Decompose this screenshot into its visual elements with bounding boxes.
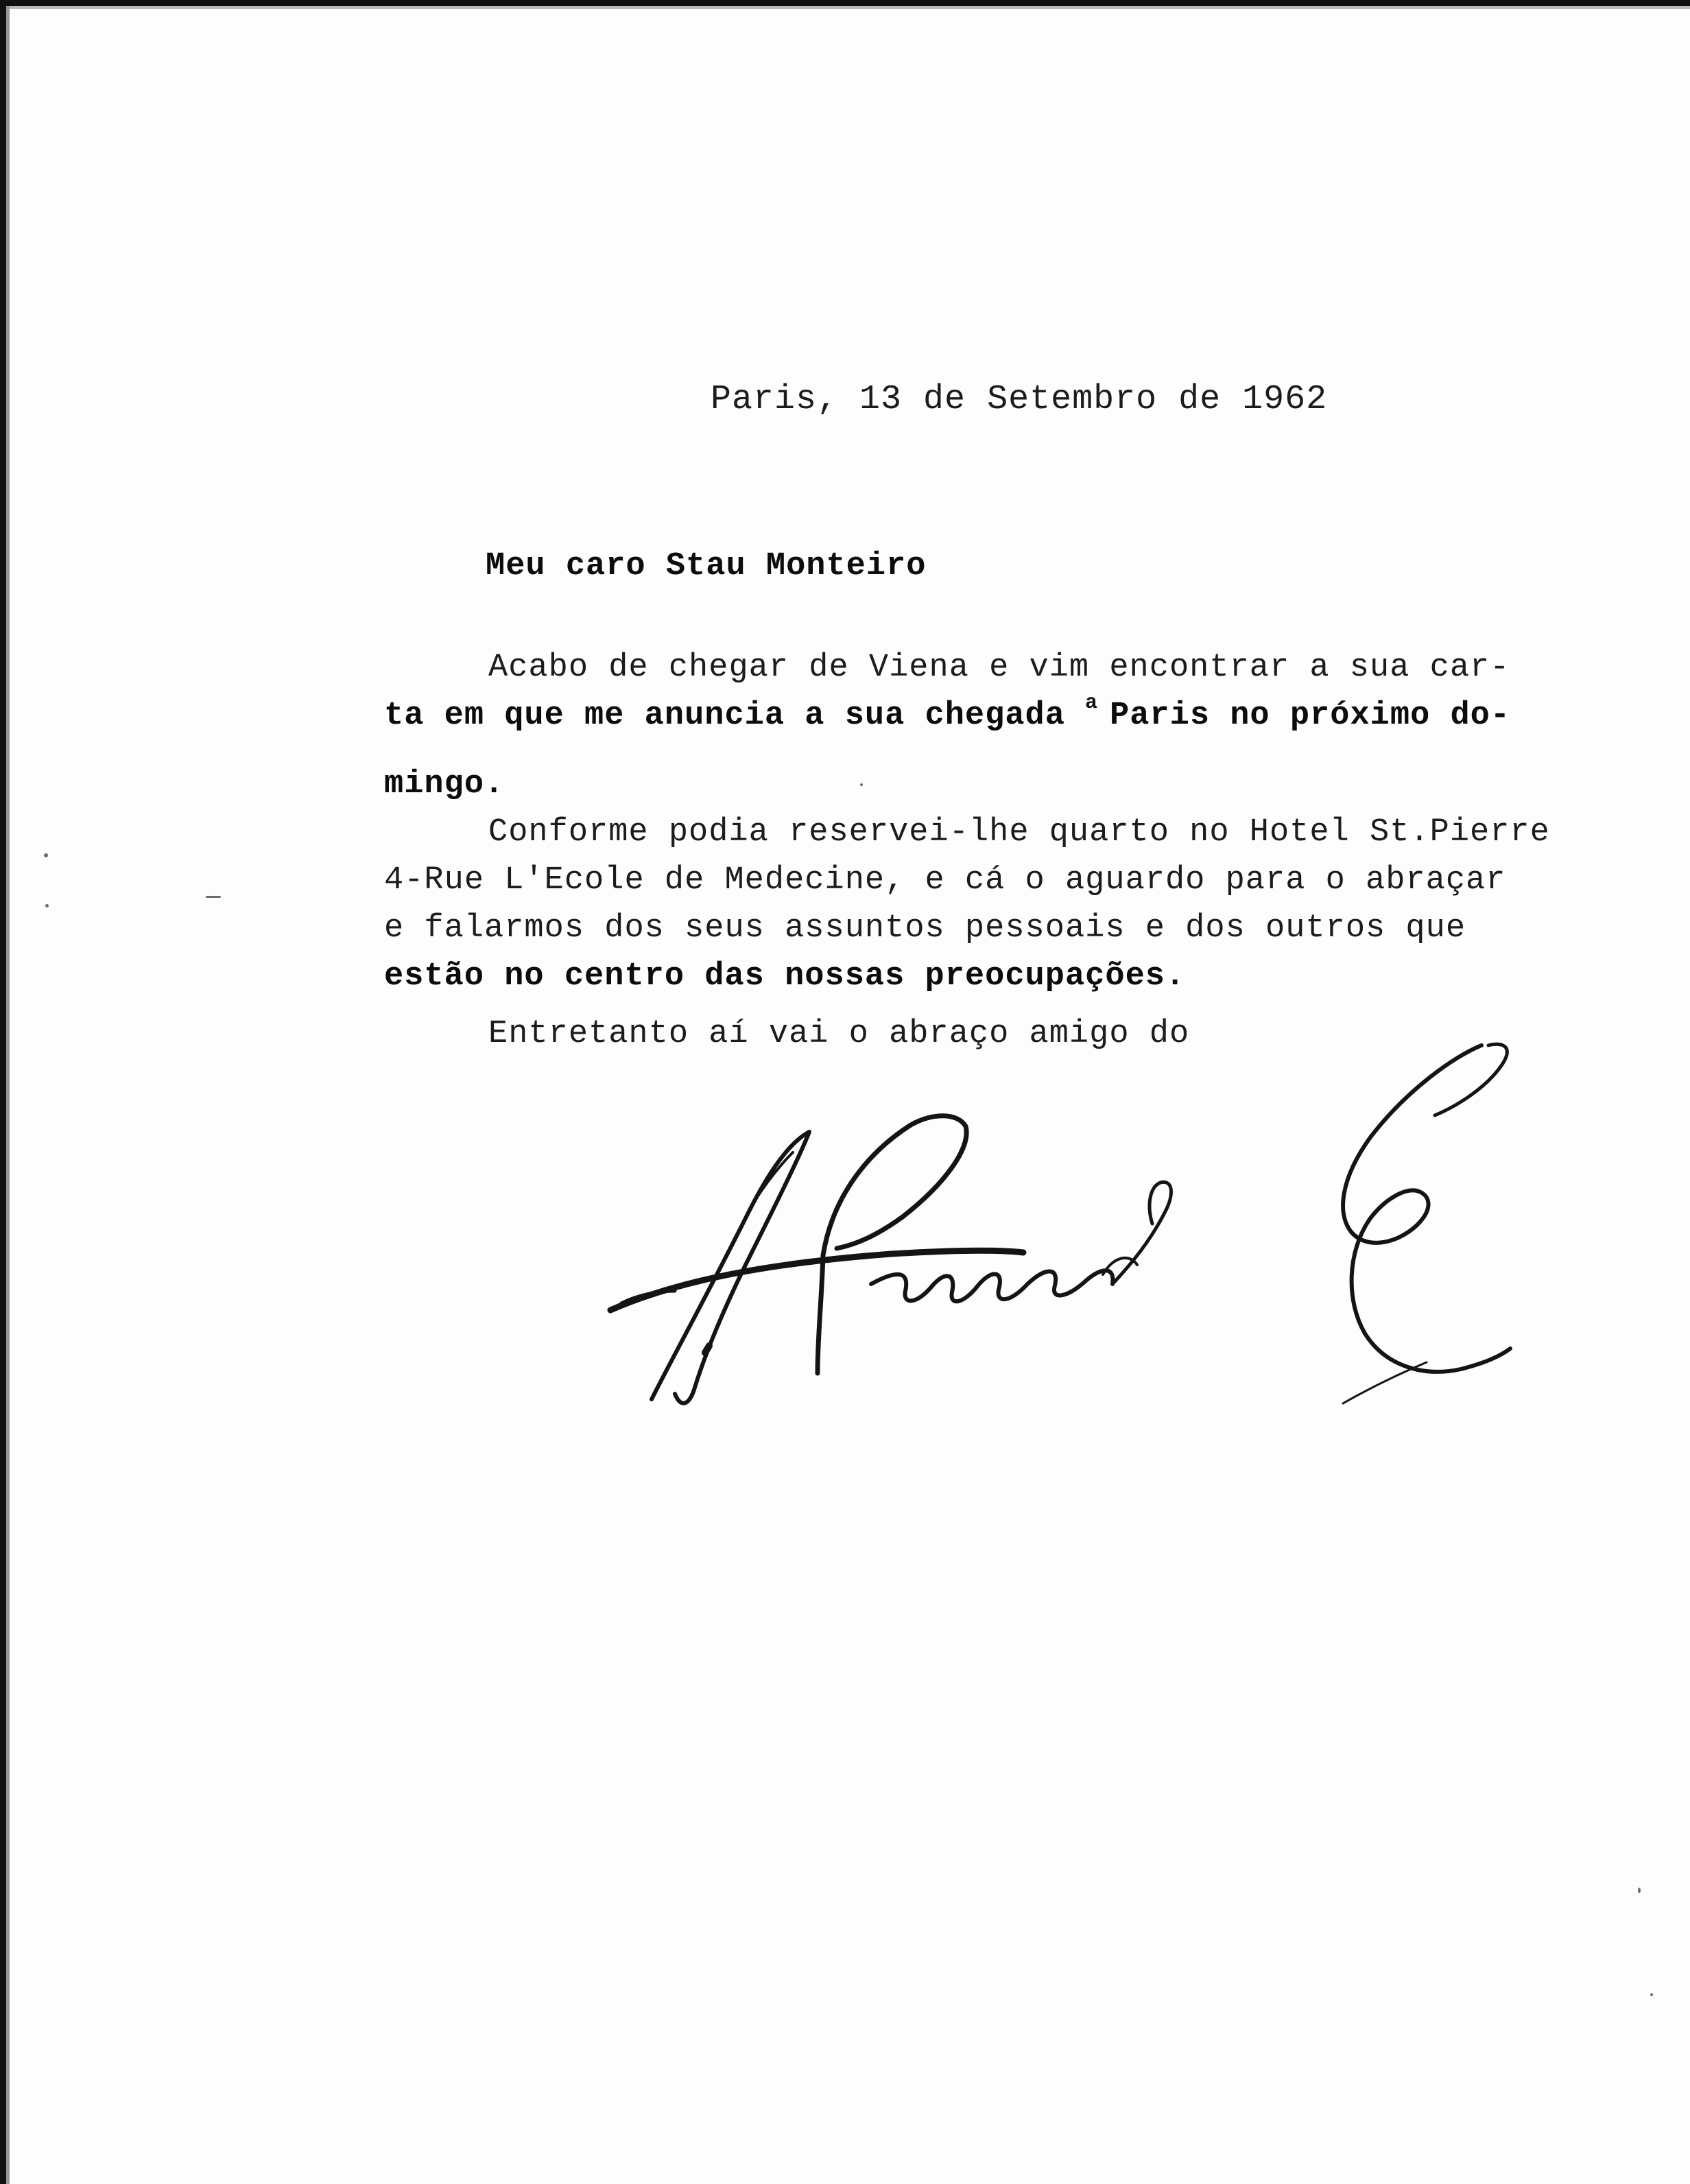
scan-speck [1650,1993,1653,1996]
scan-speck [206,896,221,898]
body-line-3: mingo. [384,766,505,803]
handwritten-signature [604,1036,1523,1420]
body-line-5: 4-Rue L'Ecole de Medecine, e cá o aguardo para o abraçar [384,862,1506,899]
body-line-7: estão no centro das nossas preocupações. [384,958,1186,995]
body-line-2-continued: Paris no próximo do- [1110,698,1511,734]
superscript-mark: a [1085,691,1098,715]
body-line-2: ta em que me anuncia a sua chegada [384,698,1065,734]
body-line-6: e falarmos dos seus assuntos pessoais e dos outros que [384,910,1466,947]
scan-speck [1638,1888,1641,1893]
body-line-8: Entretanto aí vai o abraço amigo do [488,1016,1190,1052]
scan-edge-left [0,0,6,2184]
scan-edge-top-shadow [6,6,1690,9]
scan-speck [44,853,48,857]
date-line: Paris, 13 de Setembro de 1962 [711,380,1328,419]
body-line-4: Conforme podia reservei-lhe quarto no Hotel St.Pierre [488,814,1550,851]
scan-speck [45,904,49,907]
salutation: Meu caro Stau Monteiro [486,548,927,584]
body-line-1: Acabo de chegar de Viena e vim encontrar a sua car- [488,650,1510,686]
scan-edge-top [0,0,1690,6]
scan-edge-left-shadow [6,6,10,2184]
scan-speck [860,783,863,786]
